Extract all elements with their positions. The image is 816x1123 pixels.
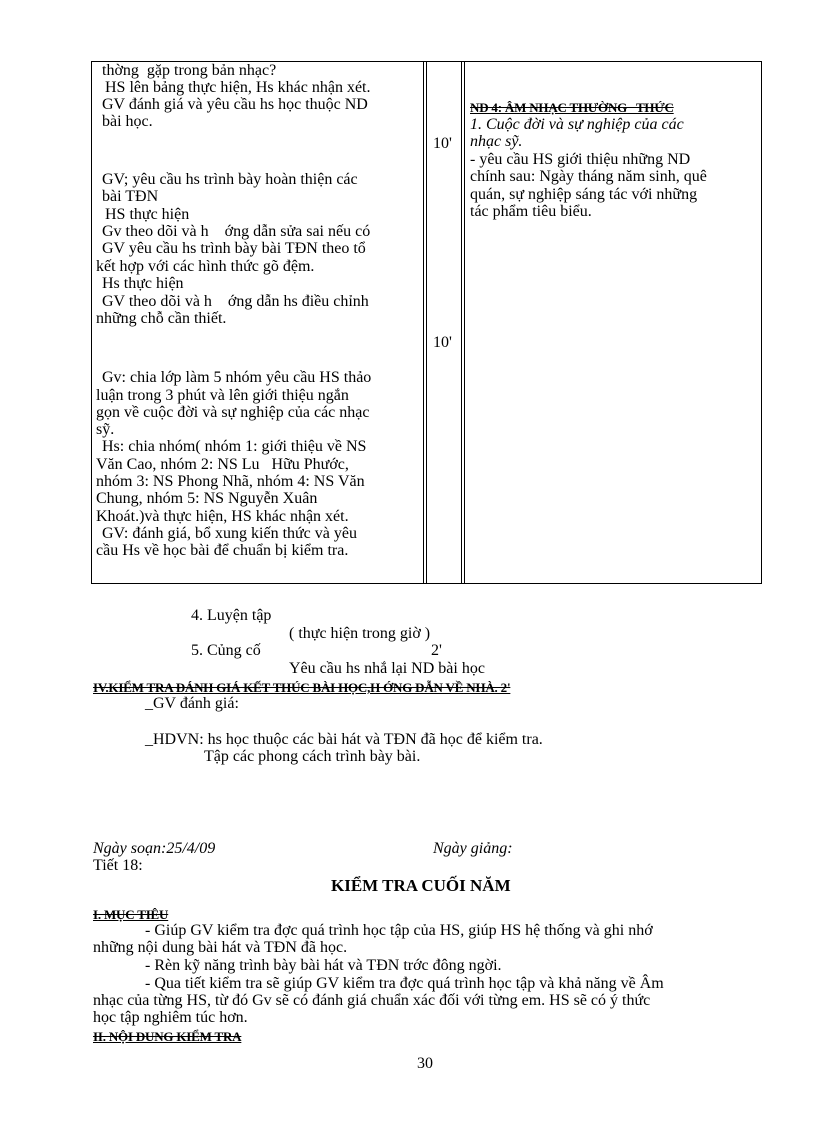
table-left-line: bài học. [102, 113, 153, 130]
table-left-line: luận trong 3 phút và lên giới thiệu ngắn [96, 387, 349, 404]
table-left-border [91, 61, 92, 584]
table-left-line: GV: đánh giá, bổ xung kiến thức và yêu [102, 525, 357, 542]
content-subheading: 1. Cuộc đời và sự nghiệp của các [470, 116, 684, 133]
table-left-line: nhóm 3: NS Phong Nhã, nhóm 4: NS Văn [96, 473, 365, 490]
hdvn-line: _HDVN: hs học thuộc các bài hát và TĐN đã học để kiểm tra. [145, 731, 543, 748]
ngay-soan: Ngày soạn:25/4/09 [93, 840, 216, 857]
table-left-line: thờng gặp trong bản nhạc? [102, 62, 277, 79]
content-line: tác phẩm tiêu biểu. [470, 203, 592, 220]
table-left-line: gọn về cuộc đời và sự nghiệp của các nhạc [96, 404, 370, 421]
table-left-line: kết hợp với các hình thức gõ đệm. [96, 258, 315, 275]
section-i-heading: I. MỤC TIÊU [93, 907, 169, 922]
table-divider-1b [426, 61, 427, 584]
yeu-cau-note: Yêu cầu hs nhắ lại ND bài học [289, 660, 485, 677]
section-ii-heading: II. NỘI DUNG KIỂM TRA [93, 1029, 242, 1044]
ngay-giang: Ngày giảng: [433, 840, 513, 857]
table-left-line: Gv theo dõi và h ớng dẫn sửa sai nếu có [102, 223, 371, 240]
table-left-line: những chỗ cần thiết. [96, 310, 227, 327]
cung-co-heading: 5. Củng cố [191, 642, 261, 659]
time-allocation: 10' [433, 334, 452, 351]
section-iv-heading: IV.KIỂM TRA ĐÁNH GIÁ KẾT THÚC BÀI HỌC,H ỚNG DẪN VỀ NHÀ. 2' [93, 680, 511, 695]
table-left-line: GV; yêu cầu hs trình bày hoàn thiện các [102, 171, 358, 188]
table-left-line: Khoát.)và thực hiện, HS khác nhận xét. [96, 508, 349, 525]
table-left-line: Chung, nhóm 5: NS Nguyễn Xuân [96, 490, 318, 507]
page-number: 30 [417, 1055, 433, 1072]
table-left-line: Gv: chia lớp làm 5 nhóm yêu cầu HS thảo [102, 369, 372, 386]
lesson-title: KIỂM TRA CUỐI NĂM [331, 876, 511, 895]
content-line: - yêu cầu HS giới thiệu những ND [470, 151, 691, 168]
table-left-line: GV đánh giá và yêu cầu hs học thuộc ND [102, 96, 368, 113]
table-left-line: sỹ. [96, 421, 115, 438]
table-divider-2 [461, 61, 462, 584]
objective-paragraph: - Giúp GV kiểm tra đợc quá trình học tập của HS, giúp HS hệ thống và ghi nhớ [145, 922, 653, 939]
tap-cac-line: Tập các phong cách trình bày bài. [204, 748, 421, 765]
table-divider-1 [423, 61, 424, 584]
content-subheading: nhạc sỹ. [470, 133, 523, 150]
table-left-line: Văn Cao, nhóm 2: NS Lu Hữu Phước, [96, 456, 349, 473]
content-heading: ND 4: ÂM NHẠC THƯỜNG THỨC [470, 100, 674, 115]
table-left-line: GV theo dõi và h ớng dẫn hs điều chỉnh [102, 293, 369, 310]
table-right-border [761, 61, 762, 584]
table-left-line: Hs thực hiện [102, 275, 184, 292]
objective-paragraph: học tập nghiêm túc hơn. [93, 1009, 248, 1026]
content-line: chính sau: Ngày tháng năm sinh, quê [470, 168, 707, 185]
luyen-tap-heading: 4. Luyện tập [191, 607, 272, 624]
content-line: quán, sự nghiệp sáng tác với những [470, 186, 698, 203]
table-divider-2b [464, 61, 465, 584]
table-left-line: HS thực hiện [105, 206, 190, 223]
table-left-line: cầu Hs về học bài để chuẩn bị kiểm tra. [96, 542, 349, 559]
table-left-line: HS lên bảng thực hiện, Hs khác nhận xét. [105, 79, 371, 96]
time-allocation: 10' [433, 135, 452, 152]
objective-paragraph: nhạc của từng HS, từ đó Gv sẽ có đánh giá chuẩn xác đối với từng em. HS sẽ có ý thức [93, 992, 651, 1009]
table-left-line: Hs: chia nhóm( nhóm 1: giới thiệu về NS [102, 438, 367, 455]
table-left-line: GV yêu cầu hs trình bày bài TĐN theo tổ [102, 240, 366, 257]
objective-paragraph: - Qua tiết kiểm tra sẽ giúp GV kiểm tra đợc quá trình học tập và khả năng về Âm [145, 975, 664, 992]
thuc-hien-note: ( thực hiện trong giờ ) [289, 625, 431, 642]
objective-paragraph: - Rèn kỹ năng trình bày bài hát và TĐN trớc đông ngời. [145, 957, 502, 974]
objective-paragraph: những nội dung bài hát và TĐN đã học. [93, 939, 348, 956]
gv-danh-gia: _GV đánh giá: [145, 695, 239, 712]
table-left-line: bài TĐN [102, 188, 159, 205]
tiet-label: Tiết 18: [93, 857, 143, 874]
cung-co-time: 2' [431, 642, 442, 659]
